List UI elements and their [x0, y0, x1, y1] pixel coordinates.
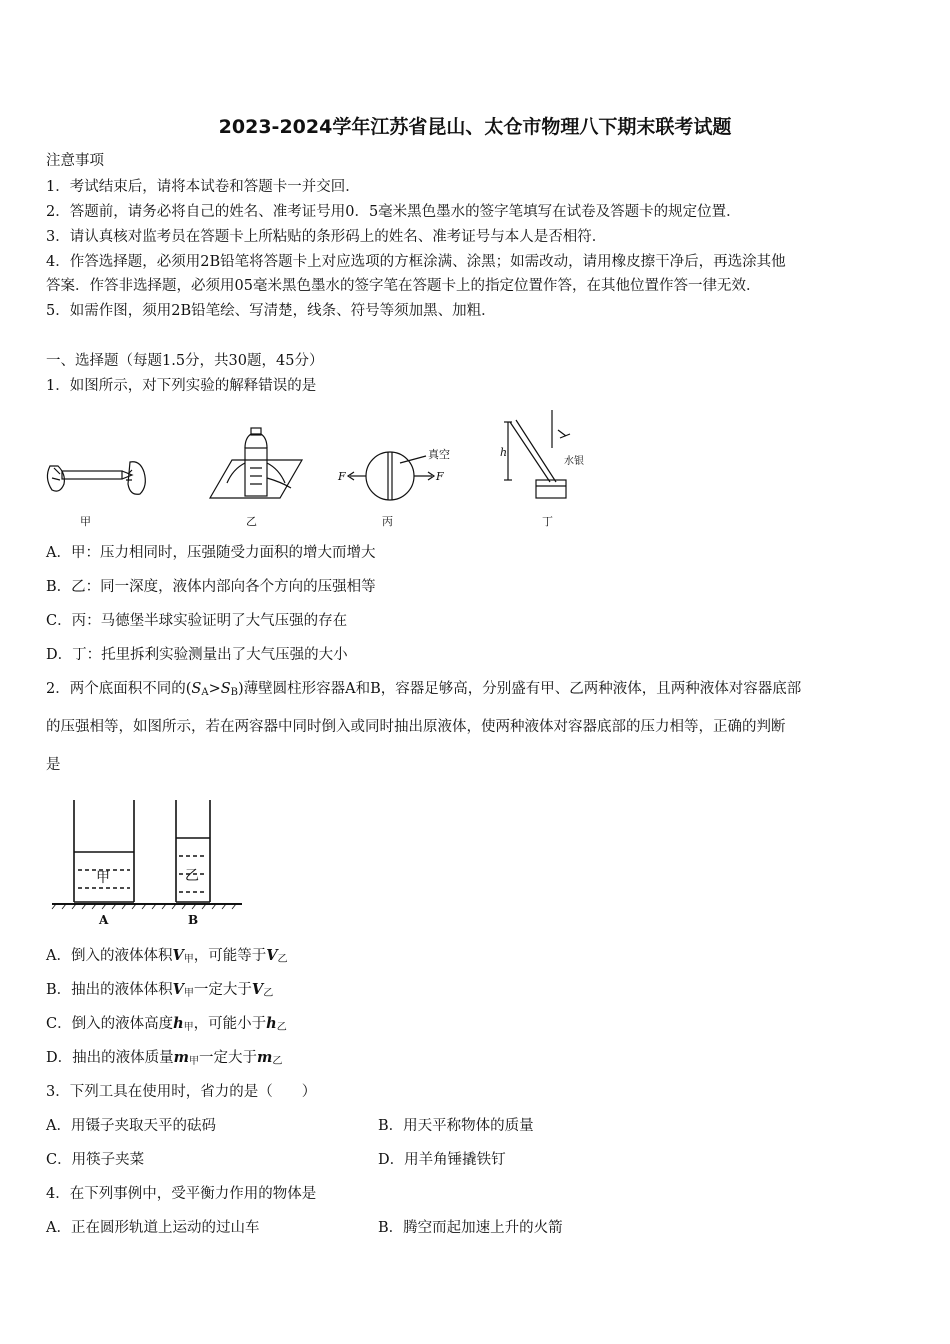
notice-item: 4．作答选择题，必须用2B铅笔将答题卡上对应选项的方框涂满、涂黑；如需改动，请用橡皮擦干净后，再选涂其他 — [46, 254, 786, 270]
q2-sub-a: A — [201, 687, 209, 698]
option-text: ，可能等于 — [193, 948, 267, 964]
q2-option-b — [46, 980, 273, 1004]
question-2-stem — [46, 679, 801, 703]
option-sub: 乙 — [272, 1056, 283, 1067]
q3-option-b: B．用天平称物体的质量 — [378, 1118, 534, 1134]
option-sub: 甲 — [183, 1022, 194, 1033]
figure-ding-torricelli — [504, 410, 570, 498]
q3-option-c: C．用筷子夹菜 — [46, 1152, 145, 1168]
option-sub: 甲 — [183, 954, 194, 965]
notice-item: 1．考试结束后，请将本试卷和答题卡一并交回． — [46, 179, 360, 195]
q1-option-a: A．甲：压力相同时，压强随受力面积的增大而增大 — [46, 545, 376, 561]
force-label-right: F — [436, 470, 444, 483]
notice-item: 3．请认真核对监考员在答题卡上所粘贴的条形码上的姓名、准考证号与本人是否相符． — [46, 229, 607, 245]
option-var: V — [172, 981, 184, 998]
q4-option-a: A．正在圆形轨道上运动的过山车 — [46, 1220, 260, 1236]
mercury-label: 水银 — [564, 456, 584, 467]
q1-option-d: D．丁：托里拆利实验测量出了大气压强的大小 — [46, 647, 348, 663]
figure-label-bing: 丙 — [382, 515, 393, 528]
q4-option-b: B．腾空而起加速上升的火箭 — [378, 1220, 563, 1236]
q1-option-b: B．乙：同一深度，液体内部向各个方向的压强相等 — [46, 579, 376, 595]
option-text: A．倒入的液体体积 — [46, 948, 173, 964]
section-heading: 一、选择题（每题1.5分，共30题，45分） — [46, 353, 324, 369]
q2-var-s: S — [220, 681, 231, 697]
figure-yi-bottle — [210, 428, 302, 498]
vacuum-label: 真空 — [428, 448, 450, 461]
option-sub: 乙 — [263, 988, 274, 999]
q3-option-d: D．用羊角锤撬铁钉 — [378, 1152, 506, 1168]
question-2-stem-line2: 的压强相等，如图所示，若在两容器中同时倒入或同时抽出原液体，使两种液体对容器底部的压力相等，正确的判断 — [46, 719, 786, 735]
notice-item: 2．答题前，请务必将自己的姓名、准考证号用0．5毫米黑色墨水的签字笔填写在试卷及答题卡的规定位置． — [46, 204, 741, 220]
option-sub: 乙 — [277, 954, 288, 965]
option-text: C．倒入的液体高度 — [46, 1016, 174, 1032]
q2-figure — [48, 792, 248, 932]
figure-jia-pencil — [47, 462, 145, 495]
q2-option-c — [46, 1014, 287, 1038]
notice-item: 答案．作答非选择题，必须用05毫米黑色墨水的签字笔在答题卡上的指定位置作答，在其他位置作答一律无效． — [46, 278, 761, 294]
force-label-left: F — [338, 470, 346, 483]
container-b — [176, 800, 210, 902]
container-label-b: B — [188, 913, 199, 927]
option-text: 一定大于 — [193, 982, 252, 998]
option-sub: 乙 — [276, 1022, 287, 1033]
question-2-stem-line3: 是 — [46, 757, 61, 773]
container-label-a: A — [99, 913, 109, 927]
q1-figure — [40, 408, 600, 533]
figure-label-yi: 乙 — [246, 515, 257, 528]
q1-option-c: C．丙：马德堡半球实验证明了大气压强的存在 — [46, 613, 348, 629]
liquid-label-jia: 甲 — [96, 870, 110, 886]
figure-bing-hemispheres — [348, 452, 434, 500]
height-label: h — [500, 446, 508, 459]
option-text: 一定大于 — [198, 1050, 257, 1066]
option-text: B．抽出的液体体积 — [46, 982, 173, 998]
q2-option-a — [46, 946, 288, 970]
option-var: h — [266, 1015, 277, 1032]
option-var: m — [256, 1049, 273, 1066]
notice-item: 5．如需作图，须用2B铅笔绘、写清楚，线条、符号等须加黑、加粗． — [46, 303, 496, 319]
option-text: ，可能小于 — [193, 1016, 267, 1032]
q2-stem-part: 2．两个底面积不同的( — [46, 681, 192, 697]
option-var: h — [173, 1015, 184, 1032]
q2-sub-b: B — [230, 687, 239, 698]
figure-label-jia: 甲 — [80, 515, 91, 528]
question-1-stem: 1．如图所示，对下列实验的解释错误的是 — [46, 378, 317, 394]
option-text: D．抽出的液体质量 — [46, 1050, 174, 1066]
q2-gt: > — [208, 681, 221, 697]
option-sub: 甲 — [183, 988, 194, 999]
figure-label-ding: 丁 — [542, 515, 553, 528]
container-a — [74, 800, 134, 902]
option-var: V — [251, 981, 264, 998]
option-var: m — [173, 1049, 189, 1066]
question-3-stem: 3．下列工具在使用时，省力的是（ ） — [46, 1084, 317, 1100]
option-sub: 甲 — [188, 1056, 199, 1067]
option-var: V — [172, 947, 184, 964]
q2-var-s: S — [191, 681, 202, 697]
q2-option-d — [46, 1048, 282, 1072]
liquid-label-yi: 乙 — [185, 868, 199, 884]
option-var: V — [266, 947, 278, 964]
q3-option-a: A．用镊子夹取天平的砝码 — [46, 1118, 216, 1134]
q2-stem-part: )薄壁圆柱形容器A和B，容器足够高，分别盛有甲、乙两种液体，且两种液体对容器底部 — [238, 681, 802, 697]
exam-title: 2023-2024学年江苏省昆山、太仓市物理八下期末联考试题 — [218, 116, 732, 138]
notice-heading: 注意事项 — [46, 153, 104, 169]
question-4-stem: 4．在下列事例中，受平衡力作用的物体是 — [46, 1186, 317, 1202]
